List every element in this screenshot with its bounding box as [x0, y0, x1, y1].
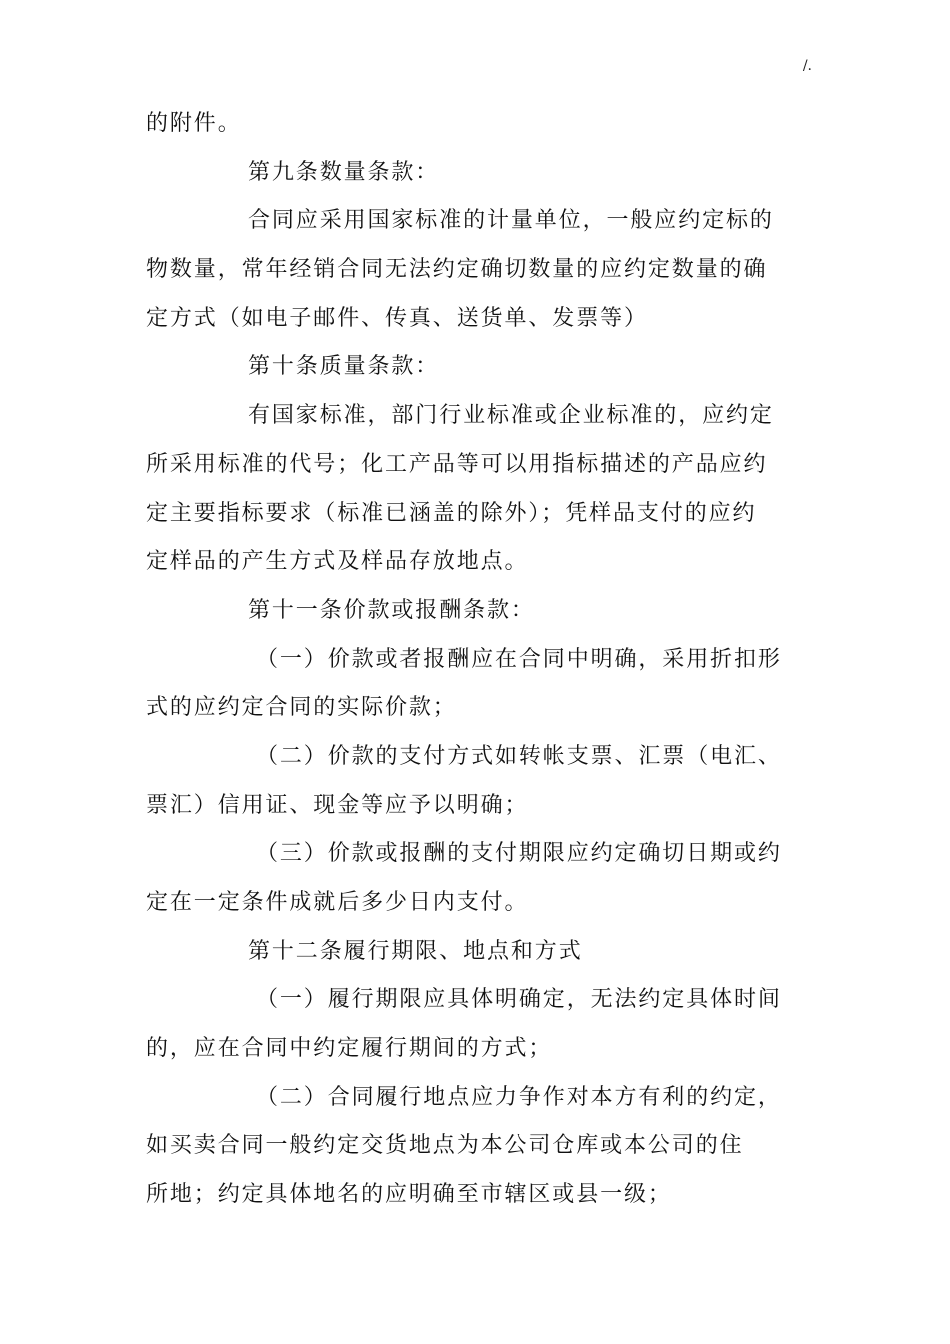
- article-heading: 第九条数量条款：: [248, 159, 440, 185]
- list-item-line: （一）价款或者报酬应在合同中明确，采用折扣形: [256, 646, 782, 672]
- list-item-line: （一）履行期限应具体明确定，无法约定具体时间: [256, 987, 782, 1013]
- text-line: 物数量，常年经销合同无法约定确切数量的应约定数量的确: [146, 257, 768, 283]
- text-line: 的，应在合同中约定履行期间的方式；: [146, 1036, 553, 1062]
- article-heading: 第十条质量条款：: [248, 354, 440, 380]
- article-heading: 第十二条履行期限、地点和方式: [248, 938, 583, 964]
- text-line: 定在一定条件成就后多少日内支付。: [146, 890, 529, 915]
- page-mark: /.: [802, 58, 812, 74]
- text-line: 票汇）信用证、现金等应予以明确；: [146, 792, 529, 818]
- text-line: 所地；约定具体地名的应明确至市辖区或县一级；: [146, 1182, 672, 1208]
- paragraph-line: 合同应采用国家标准的计量单位，一般应约定标的: [248, 208, 774, 234]
- text-line: 式的应约定合同的实际价款；: [146, 695, 457, 721]
- text-line: 定样品的产生方式及样品存放地点。: [146, 549, 529, 575]
- list-item-line: （二）合同履行地点应力争作对本方有利的约定，: [256, 1084, 782, 1110]
- text-line: 定方式（如电子邮件、传真、送货单、发票等）: [146, 305, 648, 331]
- text-line: 的附件。: [146, 111, 242, 136]
- list-item-line: （二）价款的支付方式如转帐支票、汇票（电汇、: [256, 743, 782, 769]
- text-line: 定主要指标要求（标准已涵盖的除外）；凭样品支付的应约: [146, 500, 757, 526]
- article-heading: 第十一条价款或报酬条款：: [248, 597, 535, 623]
- text-line: 如买卖合同一般约定交货地点为本公司仓库或本公司的住: [146, 1133, 744, 1159]
- document-body: [146, 100, 810, 1220]
- paragraph-line: 有国家标准，部门行业标准或企业标准的，应约定: [248, 403, 774, 429]
- text-line: 所采用标准的代号；化工产品等可以用指标描述的产品应约: [146, 451, 768, 477]
- list-item-line: （三）价款或报酬的支付期限应约定确切日期或约: [256, 841, 782, 867]
